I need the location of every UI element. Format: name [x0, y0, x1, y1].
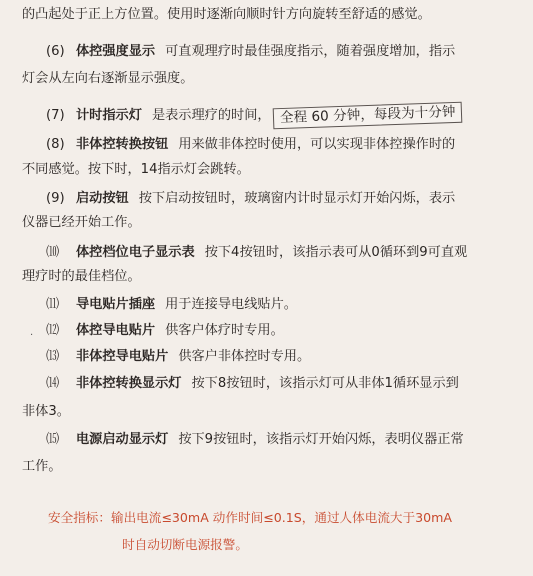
- item-14-cont: [22, 403, 70, 421]
- item-term: 非体控导电贴片: [76, 349, 169, 364]
- item-term: 非体控转换显示灯: [76, 376, 182, 391]
- item-number: (8): [46, 137, 65, 152]
- item-10: [46, 244, 467, 262]
- item-8: [46, 136, 455, 154]
- item-number: ⒀: [46, 349, 60, 364]
- item-number: ⑽: [46, 245, 60, 260]
- item-desc-cont: 不同感觉。按下时，14指示灯会跳转。: [22, 162, 250, 177]
- item-desc-cont: 仪器已经开始工作。: [22, 215, 141, 230]
- item-7: [46, 105, 462, 126]
- item-desc: 按下4按钮时，该指示表可从0循环到9可直观: [204, 245, 468, 260]
- item-desc: 按下启动按钮时，玻璃窗内计时显示灯开始闪烁，表示: [138, 191, 456, 206]
- item-8-cont: [22, 161, 250, 179]
- item-9-cont: [22, 214, 141, 232]
- item-term: 非体控转换按钮: [76, 137, 169, 152]
- item-desc: 供客户体疗时专用。: [165, 323, 284, 338]
- item-desc-cont: 工作。: [22, 459, 62, 474]
- intro-text: [22, 6, 431, 24]
- item-12: [46, 322, 284, 340]
- safety-line: 安全指标：输出电流≤30mA 动作时间≤0.1S，通过人体电流大于30mA: [48, 510, 453, 525]
- item-6-cont: [22, 70, 193, 88]
- item-number: (6): [46, 44, 65, 59]
- item-term: 体控档位电子显示表: [76, 245, 195, 260]
- item-term: 电源启动显示灯: [76, 432, 169, 447]
- item-desc: 供客户非体控时专用。: [178, 349, 311, 364]
- stray-dot: ·: [30, 330, 34, 341]
- item-number: ⒂: [46, 432, 60, 447]
- item-term: 体控强度显示: [76, 44, 156, 59]
- item-term: 计时指示灯: [76, 108, 142, 123]
- item-number: ⑿: [46, 323, 60, 338]
- intro-line: 的凸起处于正上方位置。使用时逐渐向顺时针方向旋转至舒适的感觉。: [22, 7, 431, 22]
- item-number: ⑾: [46, 297, 60, 312]
- timer-stamp: 全程 60 分钟，每段为十分钟: [272, 102, 462, 130]
- item-term: 启动按钮: [76, 191, 129, 206]
- item-6: [46, 43, 455, 61]
- item-term: 体控导电贴片: [76, 323, 156, 338]
- item-desc: 按下9按钮时，该指示灯开始闪烁，表明仪器正常: [178, 432, 464, 447]
- item-desc-cont: 灯会从左向右逐渐显示强度。: [22, 71, 194, 86]
- item-10-cont: [22, 268, 141, 286]
- item-desc: 用于连接导电线贴片。: [165, 297, 297, 312]
- item-desc: 是表示理疗的时间，: [151, 108, 271, 123]
- item-number: (7): [46, 108, 65, 123]
- safety-notice-cont: [122, 536, 248, 554]
- item-11: [46, 296, 297, 314]
- item-15-cont: [22, 458, 62, 476]
- item-desc: 用来做非体控时使用，可以实现非体控操作时的: [178, 137, 456, 152]
- item-desc: 按下8按钮时，该指示灯可从非体1循环显示到: [191, 376, 459, 391]
- item-14: [46, 375, 459, 393]
- safety-notice: [48, 509, 452, 527]
- item-number: (9): [46, 191, 65, 206]
- item-desc-cont: 理疗时的最佳档位。: [22, 269, 141, 284]
- item-9: [46, 190, 455, 208]
- item-desc-cont: 非体3。: [22, 404, 70, 419]
- item-number: ⒁: [46, 376, 60, 391]
- safety-line-cont: 时自动切断电源报警。: [122, 537, 248, 552]
- item-term: 导电贴片插座: [76, 297, 156, 312]
- item-15: [46, 431, 464, 449]
- item-desc: 可直观理疗时最佳强度指示，随着强度增加，指示: [165, 44, 456, 59]
- item-13: [46, 348, 310, 366]
